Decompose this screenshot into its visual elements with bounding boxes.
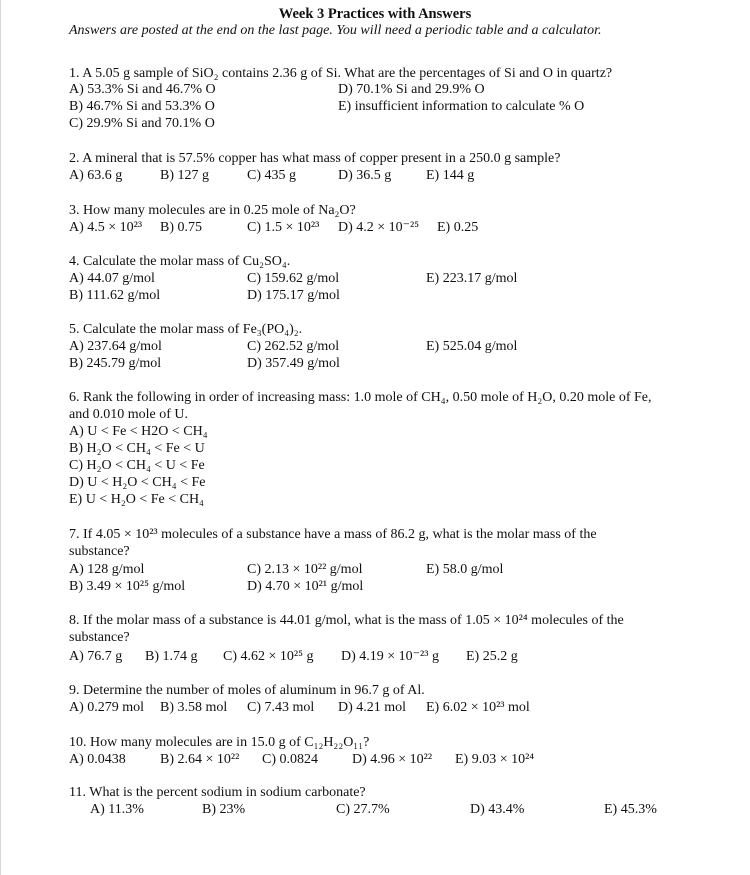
q7-choice-c: C) 2.13 × 10²² g/mol — [247, 562, 363, 577]
q11-choice-a: A) 11.3% — [90, 802, 144, 817]
q10-choice-a: A) 0.0438 — [69, 752, 126, 767]
q5-choice-b: B) 245.79 g/mol — [69, 356, 162, 371]
q1-choice-e: E) insufficient information to calculate % O — [338, 99, 585, 114]
q7-choice-a: A) 128 g/mol — [69, 562, 145, 577]
question-4-prompt: 4. Calculate the molar mass of Cu₂SO₄. — [69, 254, 291, 269]
q9-choice-e: E) 6.02 × 10²³ mol — [426, 700, 530, 715]
q3-choice-e: E) 0.25 — [437, 220, 479, 235]
question-8-prompt-line-1: 8. If the molar mass of a substance is 44.01 g/mol, what is the mass of 1.05 × 10²⁴ molecules of the — [69, 613, 624, 628]
question-10-prompt: 10. How many molecules are in 15.0 g of C₁₂H₂₂O₁₁? — [69, 735, 370, 750]
instructions-note: Answers are posted at the end on the last page. You will need a periodic table and a calculator. — [69, 23, 602, 38]
q7-choice-b: B) 3.49 × 10²⁵ g/mol — [69, 579, 186, 594]
q9-choice-d: D) 4.21 mol — [338, 700, 407, 715]
q5-choice-c: C) 262.52 g/mol — [247, 339, 340, 354]
q6-choice-c: C) H₂O < CH₄ < U < Fe — [69, 458, 205, 473]
question-11-prompt: 11. What is the percent sodium in sodium carbonate? — [69, 785, 366, 800]
q7-choice-e: E) 58.0 g/mol — [426, 562, 504, 577]
q8-choice-b: B) 1.74 g — [145, 649, 198, 664]
question-7-prompt-line-2: substance? — [69, 544, 130, 559]
q3-choice-c: C) 1.5 × 10²³ — [247, 220, 320, 235]
q9-choice-a: A) 0.279 mol — [69, 700, 145, 715]
q3-choice-d: D) 4.2 × 10⁻²⁵ — [338, 220, 420, 235]
q11-choice-e: E) 45.3% — [604, 802, 657, 817]
q5-choice-a: A) 237.64 g/mol — [69, 339, 162, 354]
q5-choice-e: E) 525.04 g/mol — [426, 339, 518, 354]
q2-choice-e: E) 144 g — [426, 168, 475, 183]
q1-choice-c: C) 29.9% Si and 70.1% O — [69, 116, 215, 131]
q3-choice-b: B) 0.75 — [160, 220, 202, 235]
page-title: Week 3 Practices with Answers — [278, 6, 472, 22]
q6-choice-a: A) U < Fe < H2O < CH₄ — [69, 424, 208, 439]
q4-choice-a: A) 44.07 g/mol — [69, 271, 155, 286]
q8-choice-a: A) 76.7 g — [69, 649, 123, 664]
q4-choice-c: C) 159.62 g/mol — [247, 271, 340, 286]
question-5-prompt: 5. Calculate the molar mass of Fe₃(PO₄)₂. — [69, 322, 303, 337]
q2-choice-c: C) 435 g — [247, 168, 296, 183]
q10-choice-c: C) 0.0824 — [262, 752, 318, 767]
q4-choice-b: B) 111.62 g/mol — [69, 288, 161, 303]
q1-choice-a: A) 53.3% Si and 46.7% O — [69, 82, 216, 97]
q4-choice-e: E) 223.17 g/mol — [426, 271, 518, 286]
q6-choice-d: D) U < H₂O < CH₄ < Fe — [69, 475, 206, 490]
q9-choice-c: C) 7.43 mol — [247, 700, 315, 715]
q10-choice-e: E) 9.03 × 10²⁴ — [455, 752, 535, 767]
question-3-prompt: 3. How many molecules are in 0.25 mole of Na₂O? — [69, 203, 356, 218]
q2-choice-b: B) 127 g — [160, 168, 209, 183]
question-7-prompt-line-1: 7. If 4.05 × 10²³ molecules of a substance have a mass of 86.2 g, what is the molar mass of the — [69, 527, 597, 542]
page-left-edge — [0, 0, 1, 875]
question-6-prompt-line-2: and 0.010 mole of U. — [69, 407, 188, 422]
question-9-prompt: 9. Determine the number of moles of aluminum in 96.7 g of Al. — [69, 683, 425, 698]
q1-choice-b: B) 46.7% Si and 53.3% O — [69, 99, 215, 114]
q10-choice-b: B) 2.64 × 10²² — [160, 752, 240, 767]
q8-choice-e: E) 25.2 g — [466, 649, 518, 664]
q9-choice-b: B) 3.58 mol — [160, 700, 228, 715]
q10-choice-d: D) 4.96 × 10²² — [352, 752, 433, 767]
q2-choice-d: D) 36.5 g — [338, 168, 392, 183]
q7-choice-d: D) 4.70 × 10²¹ g/mol — [247, 579, 364, 594]
q11-choice-b: B) 23% — [202, 802, 246, 817]
q2-choice-a: A) 63.6 g — [69, 168, 123, 183]
question-8-prompt-line-2: substance? — [69, 630, 130, 645]
q1-choice-d: D) 70.1% Si and 29.9% O — [338, 82, 485, 97]
question-6-prompt-line-1: 6. Rank the following in order of increasing mass: 1.0 mole of CH₄, 0.50 mole of H₂O, 0.20 mole of Fe, — [69, 390, 652, 405]
q8-choice-d: D) 4.19 × 10⁻²³ g — [341, 649, 439, 664]
question-1-prompt: 1. A 5.05 g sample of SiO₂ contains 2.36 g of Si. What are the percentages of Si and O in quartz? — [69, 66, 613, 81]
q5-choice-d: D) 357.49 g/mol — [247, 356, 340, 371]
q4-choice-d: D) 175.17 g/mol — [247, 288, 340, 303]
q6-choice-e: E) U < H₂O < Fe < CH₄ — [69, 492, 204, 507]
question-2-prompt: 2. A mineral that is 57.5% copper has what mass of copper present in a 250.0 g sample? — [69, 151, 561, 166]
q3-choice-a: A) 4.5 × 10²³ — [69, 220, 143, 235]
q6-choice-b: B) H₂O < CH₄ < Fe < U — [69, 441, 205, 456]
q11-choice-d: D) 43.4% — [470, 802, 525, 817]
q8-choice-c: C) 4.62 × 10²⁵ g — [223, 649, 314, 664]
q11-choice-c: C) 27.7% — [336, 802, 390, 817]
